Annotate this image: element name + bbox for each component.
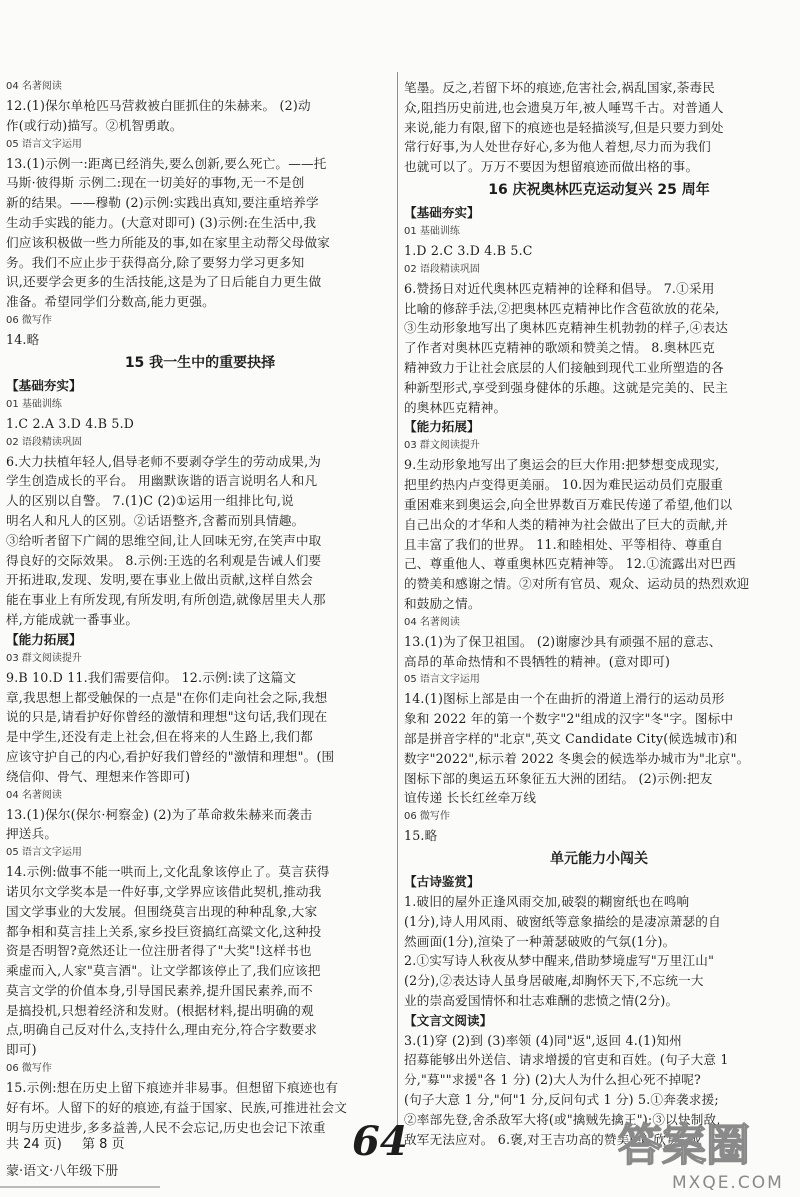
section-label: 05 语言文字运用: [404, 674, 480, 686]
answer-line: 众,阻挡历史前进,也会遗臭万年,被人唾骂千古。对普通人: [404, 99, 724, 115]
watermark-text: 答案圈: [618, 1120, 750, 1171]
footer-page: 第 8 页: [82, 1137, 125, 1152]
answer-line: 9.生动形象地写出了奥运会的巨大作用:把梦想变成现实,: [404, 457, 720, 473]
left-column: [6, 78, 394, 1137]
answer-line: 新的结果。——穆勒 (2)示例:实践出真知,要注重培养学: [6, 195, 319, 211]
answer-line: ③给听者留下广阔的思维空间,让人回味无穷,在笑声中取: [6, 532, 322, 548]
section-label: 06 微写作: [6, 314, 52, 326]
answer-line: 自己出众的才华和人类的精神为社会做出了巨大的贡献,并: [404, 516, 729, 532]
answer-line: 国文学事业的大发展。但围绕莫言出现的种种乱象,大家: [6, 903, 318, 919]
section-label: 06 微写作: [6, 1063, 52, 1075]
answer-line: 12.(1)保尔单枪匹马营救被白匪抓住的朱赫来。 (2)动: [6, 98, 311, 113]
answer-line: 是中学生,还没有走上社会,但在将来的人生路上,我们都: [6, 729, 313, 745]
page-number: 64: [352, 1118, 408, 1165]
answer-line: 应该守护自己的内心,看护好我们曾经的"激情和理想"。(围: [6, 748, 335, 764]
section-label: 04 名著阅读: [6, 81, 62, 92]
section-label: 05 语言文字运用: [6, 138, 82, 150]
answer-line: (1分),诗人用风雨、破窗纸等意象描绘的是凄凉萧瑟的自: [404, 913, 721, 929]
watermark-logo: [612, 1112, 797, 1194]
answer-line: 学生创造成长的平台。 用幽默诙谐的语言说明名人和凡: [6, 473, 318, 489]
answer-line: 了作者对奥林匹克精神的歌颂和赞美之情。 8.奥林匹克: [404, 340, 715, 356]
answer-line: 好有坏。人留下的好的痕迹,有益于国家、民族,可推进社会文: [6, 1099, 348, 1115]
section-heading: 【能力拓展】: [404, 419, 480, 435]
answer-line: 是搞投机,只想着经济和发财。(根据材料,提出明确的观: [6, 1002, 314, 1018]
section-label: 05 语言文字运用: [6, 847, 82, 859]
answer-line: 比喻的修辞手法,②把奥林匹克精神比作含苞欲放的花朵,: [404, 300, 720, 316]
answer-line: 高昂的革命热情和不畏牺牲的精神。(意对即可): [404, 653, 671, 669]
answer-line: ②率部先登,舍杀敌军大将(或"擒贼先擒王");③以快制敌,: [404, 1111, 721, 1127]
footer-rule: [0, 1186, 160, 1188]
section-label: 04 名著阅读: [404, 616, 460, 628]
answer-line: 9.B 10.D 11.我们需要信仰。 12.示例:读了这篇文: [6, 669, 297, 685]
answer-line: 精神致力于让社会底层的人们接触到现代工业所塑造的各: [404, 359, 724, 375]
answer-line: 说的只是,请看护好你曾经的激情和理想"这句话,我们现在: [6, 709, 328, 725]
answer-line: 且丰富了我们的世界。 11.和睦相处、平等相待、尊重自: [404, 536, 724, 552]
section-label: 06 微写作: [404, 811, 450, 823]
answer-line: 1.破旧的屋外正逢风雨交加,破裂的糊窗纸也在鸣响: [404, 893, 690, 909]
answer-line: 的赞美和感谢之情。②对所有官员、观众、运动员的热烈欢迎: [404, 576, 750, 592]
answer-line: 们应该积极做一些力所能及的事,如在家里主动帮父母做家: [6, 234, 331, 250]
section-heading: 【基础夯实】: [404, 204, 480, 220]
answer-line: 业的崇高爱国情怀和壮志难酬的悲愤之情(2分)。: [404, 992, 679, 1008]
section-label: 01 基础训练: [6, 398, 62, 410]
answer-line: 章,我思想上都受触保的一点是"在你们走向社会之际,我想: [6, 689, 328, 705]
answer-line: 明与历史进步,多多益善,人民不会忘记,历史也会记下浓重: [6, 1119, 326, 1135]
right-column: [404, 78, 794, 1149]
answer-line: 13.(1)保尔(保尔·柯察金) (2)为了革命救朱赫来而袭击: [6, 806, 313, 822]
section-label: 02 语段精读巩固: [404, 263, 480, 275]
section-label: 03 群文阅读提升: [6, 652, 82, 664]
answer-line: 14.(1)图标上部是由一个在曲折的滑道上滑行的运动员形: [404, 691, 725, 707]
answer-line: 6.大力扶植年轻人,倡导老师不要剥夺学生的劳动成果,为: [6, 453, 322, 469]
answer-line: 种新型形式,享受到强身健体的乐趣。这就是完美的、民主: [404, 379, 729, 395]
answer-line: 1.D 2.C 3.D 4.B 5.C: [404, 242, 533, 258]
answer-line: (2分),②表达诗人虽身居破庵,却胸怀天下,不忘统一大: [404, 973, 704, 989]
answer-line: 重困难来到奥运会,向全世界数百万难民传递了希望,他们以: [404, 496, 733, 512]
answer-line: 都争相和莫言挂上关系,家乡投巨资搞红高粱文化,这种投: [6, 923, 322, 939]
answer-line: 准备。希望同学们分数高,能力更强。: [6, 294, 215, 310]
watermark-url: MXQE.COM: [672, 1173, 784, 1193]
section-heading: 【基础夯实】: [6, 377, 82, 393]
answer-line: 招募能够出外送信、请求增援的官吏和百姓。(句子大意 1: [404, 1052, 729, 1068]
answer-line: 资是否明智?竟然还让一位注册者得了"大奖"!这样书也: [6, 943, 312, 959]
answer-line: 得良好的交际效果。 8.示例:王选的名利观是告诫人们要: [6, 552, 322, 568]
answer-line: (句子大意 1 分,"何"1 分,反问句式 1 分) 5.①奔袭求援;: [404, 1092, 719, 1108]
section-label: 02 语段精读巩固: [6, 436, 82, 448]
footer-total-pages: 共 24 页): [6, 1137, 62, 1152]
answer-line: 马斯·彼得斯 示例二:现在一切美好的事物,无一不是创: [6, 175, 305, 191]
section-heading: 【能力拓展】: [6, 631, 82, 647]
answer-line: 14.示例:做事不能一哄而上,文化乱象该停止了。莫言获得: [6, 864, 330, 880]
answer-line: 能在事业上有所发现,有所发明,有所创造,就像居里夫人那: [6, 592, 326, 608]
answer-line: 点,明确自己反对什么,支持什么,理由充分,符合字数要求: [6, 1022, 318, 1038]
section-label: 01 基础训练: [404, 225, 460, 237]
answer-line: 乘虚而入,人家"莫言酒"。让文学都该停止了,我们应该把: [6, 963, 321, 979]
footer-subject: 蒙·语文·八年级下册: [6, 1164, 119, 1179]
answer-line: 15.示例:想在历史上留下痕迹并非易事。但想留下痕迹也有: [6, 1080, 339, 1096]
footer-page-info: [6, 1133, 125, 1152]
answer-line: 诺贝尔文学奖本是一件好事,文学界应该借此契机,推动我: [6, 883, 322, 899]
answer-line: 敌军无法应对。 6.褒,对王吉功高的赞美(或"欣赏",或: [404, 1131, 702, 1147]
answer-line: 即可): [6, 1042, 37, 1058]
answer-line: 也就可以了。万万不要因为想留痕迹而做出格的事。: [404, 159, 699, 175]
column-divider: [397, 72, 398, 1132]
answer-line: 14.略: [6, 331, 40, 347]
answer-line: 绕信仰、骨气、理想来作答即可): [6, 768, 191, 784]
answer-line: 的奥林匹克精神。: [404, 399, 507, 415]
answer-line: 生动手实践的能力。(大意对即可) (3)示例:在生活中,我: [6, 214, 317, 230]
answer-line: 样,方能成就一番事业。: [6, 611, 139, 627]
answer-line: 数字"2022",标示着 2022 冬奥会的候选举办城市为"北京"。: [404, 750, 750, 766]
answer-line: 3.(1)穿 (2)到 (3)率领 (4)同"返",返回 4.(1)知州: [404, 1032, 682, 1048]
answer-line: ③生动形象地写出了奥林匹克精神生机勃勃的样子,④表达: [404, 320, 729, 336]
answer-line: 15.略: [404, 828, 438, 844]
answer-line: 谊传递 长长红丝牵万线: [404, 790, 537, 806]
section-label: 04 名著阅读: [6, 789, 62, 801]
section-label: 03 群文阅读提升: [404, 440, 480, 452]
answer-line: 作(或行动)描写。②机智勇敢。: [6, 117, 183, 133]
answer-line: 2.①实写诗人秋夜从梦中醒来,借助梦境虚写"万里江山": [404, 953, 715, 969]
answer-line: 常行好事,为人处世存好心,多为他人着想,尽力而为我们: [404, 139, 711, 155]
answer-line: 分,"募""求援"各 1 分) (2)大人为什么担心死不掉呢?: [404, 1072, 701, 1088]
answer-line: 笔墨。反之,若留下坏的痕迹,危害社会,祸乱国家,荼毒民: [404, 80, 716, 95]
answer-line: 识,还要学会更多的生活技能,这是为了日后能自力更生做: [6, 274, 322, 290]
answer-line: 莫言文学的价值本身,引导国民素养,提升国民素养,而不: [6, 982, 313, 998]
lesson-title: 16 庆祝奥林匹克运动复兴 25 周年: [488, 181, 710, 198]
answer-line: 图标下部的奥运五环象征五大洲的团结。 (2)示例:把友: [404, 770, 713, 786]
answer-line: 13.(1)为了保卫祖国。 (2)谢廖沙具有顽强不屈的意志、: [404, 633, 722, 649]
answer-line: 明名人和凡人的区别。②话语整齐,含蓄而别具情趣。: [6, 512, 305, 528]
section-heading: 【文言文阅读】: [404, 1012, 493, 1028]
answer-line: 1.C 2.A 3.D 4.B 5.D: [6, 415, 135, 431]
answer-line: 然画面(1分),渲染了一种萧瑟破败的气氛(1分)。: [404, 933, 676, 949]
answer-line: 把里约热内卢变得更美丽。 10.因为难民运动员们克服重: [404, 477, 724, 493]
answer-line: 部是拼音字样的"北京",英文 Candidate City(候选城市)和: [404, 730, 738, 746]
section-heading: 【古诗鉴赏】: [404, 873, 480, 889]
answer-line: 象和 2022 年的第一个数字"2"组成的汉字"冬"字。图标中: [404, 711, 734, 727]
answer-line: 务。我们不应止步于获得高分,除了要努力学习更多知: [6, 254, 305, 270]
answer-line: 押送兵。: [6, 826, 58, 842]
answer-line: 开拓进取,发现、发明,要在事业上做出贡献,这样自然会: [6, 572, 313, 588]
unit-title: 单元能力小闯关: [550, 850, 648, 867]
answer-line: 6.赞扬日对近代奥林匹克精神的诠释和倡导。 7.①采用: [404, 280, 715, 296]
answer-line: 人的区别以自警。 7.(1)C (2)①运用一组排比句,说: [6, 493, 294, 509]
answer-line: 来说,能力有限,留下的痕迹也是轻描淡写,但是只要力到处: [404, 119, 724, 135]
answer-line: 13.(1)示例一:距离已经消失,要么创新,要么死亡。——托: [6, 155, 327, 171]
answer-line: 己、尊重他人、尊重奥林匹克精神等。 12.①流露出对巴西: [404, 556, 736, 572]
lesson-title: 15 我一生中的重要抉择: [124, 354, 276, 371]
answer-line: 和鼓励之情。: [404, 595, 481, 611]
